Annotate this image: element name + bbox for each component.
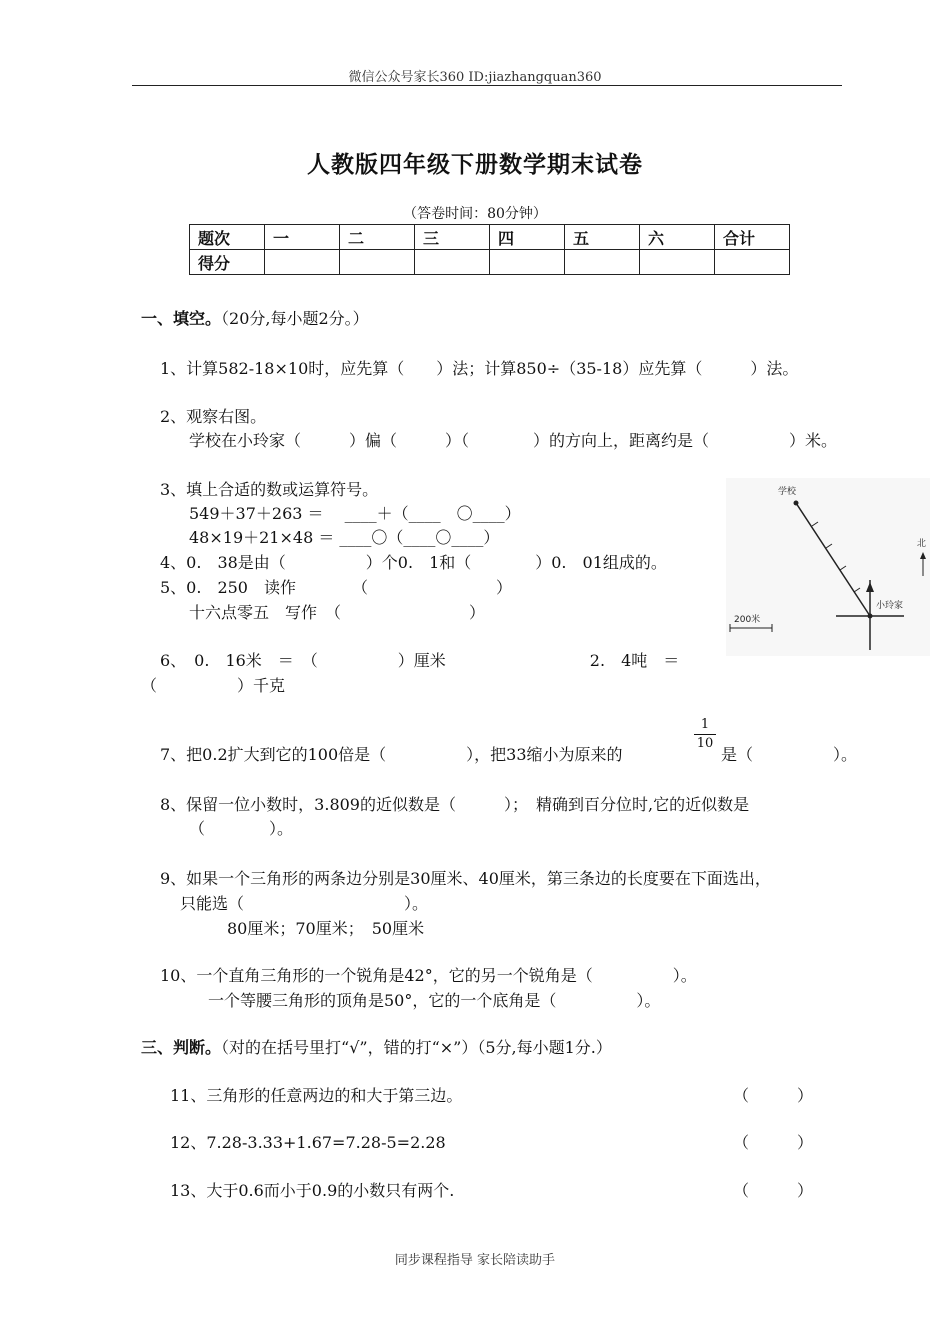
answer-paren[interactable]: （ ） — [733, 1086, 814, 1105]
question-2-line2: 学校在小玲家（ ）偏（ ）（ ）的方向上，距离约是（ ）米。 — [189, 431, 838, 450]
time-note: （答卷时间：80分钟） — [403, 206, 547, 222]
score-input-cell[interactable] — [415, 250, 490, 275]
question-7-part1: 7、把0.2扩大到它的100倍是（ ），把33缩小为原来的 — [160, 745, 623, 764]
score-header-cell: 四 — [490, 225, 565, 250]
fraction-denominator: 10 — [696, 736, 714, 751]
home-point — [868, 614, 873, 619]
fraction-numerator: 1 — [694, 716, 716, 735]
school-point — [794, 501, 799, 506]
home-label: 小玲家 — [876, 601, 904, 611]
score-header-cell: 一 — [265, 225, 340, 250]
score-table-row — [190, 250, 790, 275]
section-3-heading — [141, 1035, 612, 1058]
north-label: 北 — [917, 539, 927, 549]
question-6-line2: （ ）千克 — [141, 676, 286, 695]
answer-paren[interactable]: （ ） — [733, 1181, 814, 1200]
scale-label: 200米 — [734, 615, 761, 625]
question-2-line1: 2、观察右图。 — [160, 407, 267, 426]
question-7-part2: 是（ ）。 — [721, 745, 858, 764]
question-4: 4、0. 38是由（ ）个0. 1和（ ）0. 01组成的。 — [160, 553, 667, 572]
score-header-cell: 合计 — [715, 225, 790, 250]
question-9-line2: 只能选（ ）。 — [180, 894, 429, 913]
page-title: 人教版四年级下册数学期末试卷 — [307, 152, 643, 178]
score-input-cell[interactable] — [640, 250, 715, 275]
section-1-heading — [141, 306, 369, 329]
score-label-cell: 得分 — [190, 250, 265, 275]
score-header-cell: 六 — [640, 225, 715, 250]
score-header-cell: 二 — [340, 225, 415, 250]
score-header-cell: 五 — [565, 225, 640, 250]
answer-paren[interactable]: （ ） — [733, 1133, 814, 1152]
question-8-line2: （ ）。 — [189, 819, 294, 838]
question-12: 12、7.28-3.33+1.67=7.28-5=2.28 — [170, 1133, 446, 1152]
header-rule — [132, 85, 842, 86]
question-13: 13、大于0.6而小于0.9的小数只有两个. — [170, 1181, 455, 1200]
score-table — [189, 224, 790, 275]
question-1: 1、计算582-18×10时，应先算（ ）法；计算850÷（35-18）应先算（ ）法。 — [160, 359, 799, 378]
score-input-cell[interactable] — [265, 250, 340, 275]
direction-map — [726, 478, 930, 656]
question-10-line2: 一个等腰三角形的顶角是50°，它的一个底角是（ ）。 — [208, 991, 661, 1010]
score-input-cell[interactable] — [715, 250, 790, 275]
page-footer: 同步课程指导 家长陪读助手 — [394, 1253, 556, 1268]
question-5-line1: 5、0. 250 读作 （ ） — [160, 578, 512, 597]
question-8-line1: 8、保留一位小数时，3.809的近似数是（ ）； 精确到百分位时,它的近似数是 — [160, 795, 750, 814]
page-header: 微信公众号家长360 ID:jiazhangquan360 — [348, 70, 602, 85]
school-label: 学校 — [778, 487, 797, 497]
question-5-line2: 十六点零五 写作 （ ） — [189, 603, 486, 622]
score-input-cell[interactable] — [490, 250, 565, 275]
score-input-cell[interactable] — [340, 250, 415, 275]
section-3-title: 三、判断。 — [141, 1038, 222, 1057]
question-10-line1: 10、一个直角三角形的一个锐角是42°，它的另一个锐角是（ ）。 — [160, 966, 697, 985]
section-1-note: （20分,每小题2分。） — [221, 309, 369, 328]
question-11: 11、三角形的任意两边的和大于第三边。 — [170, 1086, 463, 1105]
score-input-cell[interactable] — [565, 250, 640, 275]
question-3-line2: 549＋37＋263 ＝ ____＋（____ 〇____） — [189, 504, 521, 523]
question-9-line1: 9、如果一个三角形的两条边分别是30厘米、40厘米，第三条边的长度要在下面选出， — [160, 869, 771, 888]
section-3-note: （对的在括号里打“√”，错的打“×”）（5分,每小题1分.） — [221, 1038, 612, 1057]
section-1-title: 一、填空。 — [141, 309, 222, 328]
score-header-cell: 题次 — [190, 225, 265, 250]
question-6-line1: 6、 0. 16米 ＝ （ ）厘米 2. 4吨 ＝ — [160, 651, 680, 670]
fraction-one-tenth — [694, 716, 716, 753]
question-9-line3: 80厘米；70厘米； 50厘米 — [227, 919, 425, 938]
score-table-row — [190, 225, 790, 250]
score-header-cell: 三 — [415, 225, 490, 250]
map-background — [726, 478, 930, 656]
question-3-line1: 3、填上合适的数或运算符号。 — [160, 480, 379, 499]
question-3-line3: 48×19＋21×48 ＝ ____〇（____〇____） — [189, 528, 500, 547]
